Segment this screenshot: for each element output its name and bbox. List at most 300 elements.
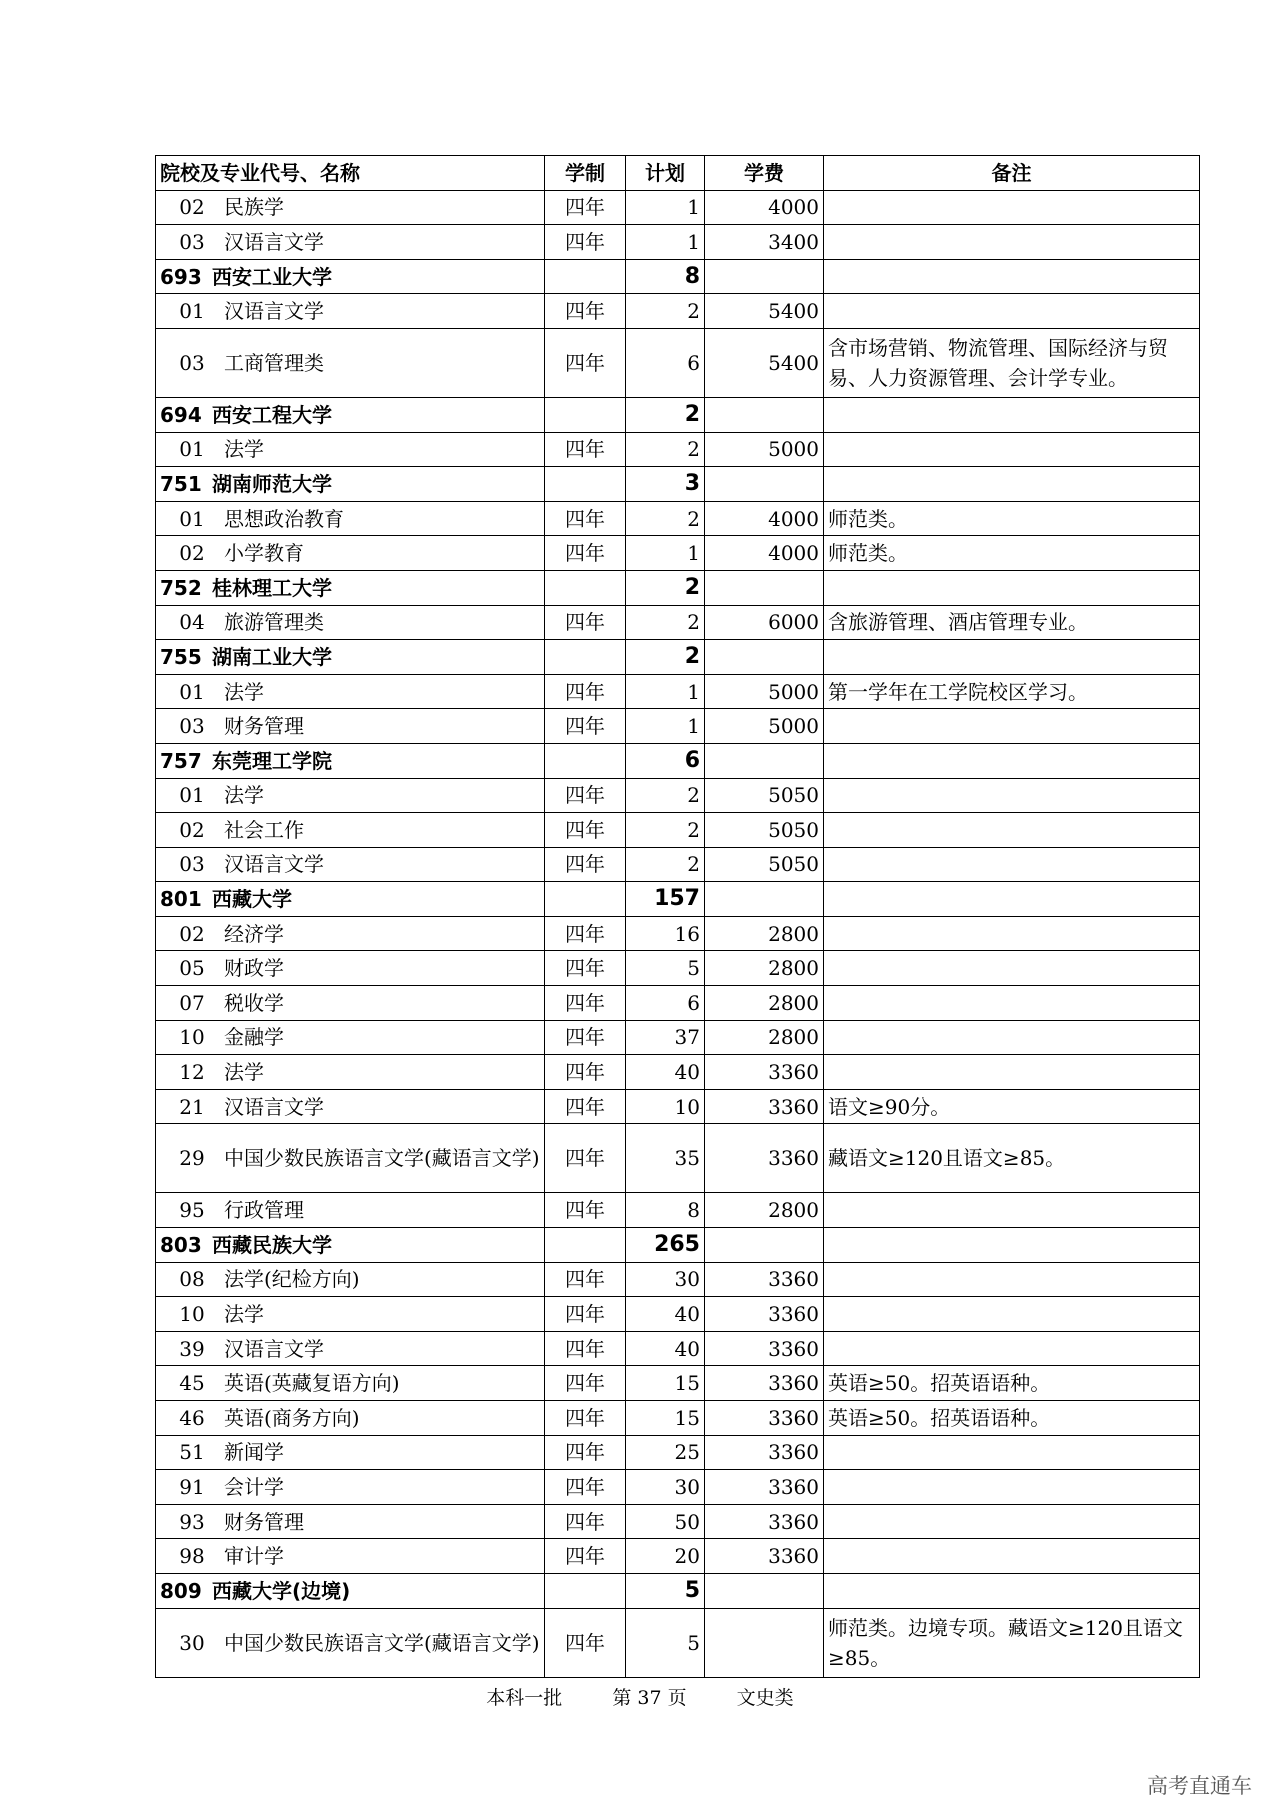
- length-cell: [545, 397, 626, 432]
- note-cell: [824, 916, 1200, 951]
- school-code: 751: [160, 471, 202, 496]
- fee-cell: 3360: [705, 1124, 824, 1193]
- fee-cell: 3360: [705, 1262, 824, 1297]
- major-code: 03: [179, 714, 205, 739]
- major-row: [156, 778, 1200, 813]
- major-row: [156, 1470, 1200, 1505]
- fee-cell: [705, 397, 824, 432]
- length-cell: [545, 259, 626, 294]
- fee-cell: 3360: [705, 1470, 824, 1505]
- fee-cell: 5400: [705, 294, 824, 329]
- major-code: 03: [179, 852, 205, 877]
- name-cell: [156, 397, 545, 432]
- length-cell: [545, 570, 626, 605]
- major-code: 05: [179, 956, 205, 981]
- school-row: [156, 743, 1200, 778]
- note-cell: [824, 1297, 1200, 1332]
- note-cell: [824, 1228, 1200, 1263]
- length-cell: [545, 1228, 626, 1263]
- note-cell: [824, 190, 1200, 225]
- plan-cell: 10: [626, 1089, 705, 1124]
- note-cell: [824, 882, 1200, 917]
- major-name: 经济学: [224, 921, 284, 946]
- major-code: 03: [179, 350, 205, 375]
- major-code: 01: [179, 437, 205, 462]
- length-cell: 四年: [545, 951, 626, 986]
- plan-cell: 3: [626, 467, 705, 502]
- length-cell: 四年: [545, 605, 626, 640]
- fee-cell: 3360: [705, 1055, 824, 1090]
- fee-cell: 3360: [705, 1435, 824, 1470]
- major-row: [156, 225, 1200, 260]
- fee-cell: [705, 1608, 824, 1677]
- plan-cell: 5: [626, 1608, 705, 1677]
- fee-cell: [705, 259, 824, 294]
- note-cell: [824, 259, 1200, 294]
- major-row: [156, 432, 1200, 467]
- major-row: [156, 501, 1200, 536]
- name-cell: [156, 570, 545, 605]
- major-code: 39: [179, 1336, 205, 1361]
- header-name: 院校及专业代号、名称: [156, 156, 545, 191]
- plan-cell: 5: [626, 1573, 705, 1608]
- school-code: 801: [160, 887, 202, 912]
- name-cell: [156, 1089, 545, 1124]
- fee-cell: 5050: [705, 778, 824, 813]
- length-cell: 四年: [545, 778, 626, 813]
- name-cell: [156, 1331, 545, 1366]
- fee-cell: 4000: [705, 190, 824, 225]
- major-row: [156, 986, 1200, 1021]
- length-cell: 四年: [545, 225, 626, 260]
- fee-cell: 3360: [705, 1089, 824, 1124]
- name-cell: [156, 1470, 545, 1505]
- name-cell: [156, 1608, 545, 1677]
- major-code: 01: [179, 783, 205, 808]
- school-row: [156, 467, 1200, 502]
- length-cell: 四年: [545, 190, 626, 225]
- note-cell: [824, 570, 1200, 605]
- major-row: [156, 605, 1200, 640]
- plan-cell: 50: [626, 1504, 705, 1539]
- major-row: [156, 1435, 1200, 1470]
- plan-cell: 30: [626, 1470, 705, 1505]
- note-cell: [824, 1262, 1200, 1297]
- name-cell: [156, 916, 545, 951]
- note-cell: 英语≥50。招英语语种。: [824, 1366, 1200, 1401]
- plan-cell: 40: [626, 1055, 705, 1090]
- name-cell: [156, 1228, 545, 1263]
- fee-cell: 2800: [705, 986, 824, 1021]
- name-cell: [156, 328, 545, 397]
- major-code: 01: [179, 299, 205, 324]
- name-cell: [156, 1262, 545, 1297]
- major-name: 汉语言文学: [224, 1336, 324, 1361]
- school-name: 西藏民族大学: [212, 1232, 332, 1257]
- fee-cell: 3400: [705, 225, 824, 260]
- length-cell: 四年: [545, 709, 626, 744]
- plan-cell: 2: [626, 432, 705, 467]
- major-code: 07: [179, 990, 205, 1015]
- major-name: 英语(英藏复语方向): [224, 1371, 400, 1396]
- fee-cell: 5000: [705, 709, 824, 744]
- length-cell: 四年: [545, 1193, 626, 1228]
- note-cell: 师范类。边境专项。藏语文≥120且语文≥85。: [824, 1608, 1200, 1677]
- note-cell: [824, 1435, 1200, 1470]
- major-row: [156, 1366, 1200, 1401]
- plan-cell: 2: [626, 397, 705, 432]
- length-cell: 四年: [545, 1470, 626, 1505]
- header-fee: 学费: [705, 156, 824, 191]
- plan-cell: 6: [626, 986, 705, 1021]
- major-row: [156, 1020, 1200, 1055]
- name-cell: [156, 1124, 545, 1193]
- note-cell: [824, 432, 1200, 467]
- fee-cell: [705, 882, 824, 917]
- length-cell: 四年: [545, 328, 626, 397]
- plan-cell: 25: [626, 1435, 705, 1470]
- note-cell: [824, 1470, 1200, 1505]
- major-row: [156, 1262, 1200, 1297]
- major-code: 04: [179, 610, 205, 635]
- plan-cell: 40: [626, 1297, 705, 1332]
- plan-cell: 8: [626, 1193, 705, 1228]
- name-cell: [156, 259, 545, 294]
- school-code: 752: [160, 575, 202, 600]
- plan-cell: 15: [626, 1366, 705, 1401]
- major-code: 12: [179, 1060, 205, 1085]
- school-row: [156, 882, 1200, 917]
- fee-cell: [705, 570, 824, 605]
- note-cell: [824, 951, 1200, 986]
- footer-batch: 本科一批: [486, 1687, 563, 1709]
- major-row: [156, 1539, 1200, 1574]
- length-cell: 四年: [545, 1608, 626, 1677]
- plan-cell: 1: [626, 225, 705, 260]
- school-name: 桂林理工大学: [212, 575, 332, 600]
- major-code: 51: [179, 1440, 205, 1465]
- school-name: 西藏大学(边境): [212, 1578, 351, 1603]
- fee-cell: 5050: [705, 847, 824, 882]
- name-cell: [156, 951, 545, 986]
- major-code: 01: [179, 679, 205, 704]
- school-code: 757: [160, 748, 202, 773]
- note-cell: [824, 709, 1200, 744]
- plan-cell: 2: [626, 501, 705, 536]
- fee-cell: 3360: [705, 1539, 824, 1574]
- length-cell: 四年: [545, 536, 626, 571]
- plan-cell: 37: [626, 1020, 705, 1055]
- header-length: 学制: [545, 156, 626, 191]
- length-cell: 四年: [545, 432, 626, 467]
- length-cell: [545, 640, 626, 675]
- fee-cell: [705, 467, 824, 502]
- major-name: 汉语言文学: [224, 229, 324, 254]
- note-cell: [824, 1504, 1200, 1539]
- major-name: 社会工作: [224, 817, 304, 842]
- major-row: [156, 709, 1200, 744]
- fee-cell: 2800: [705, 1020, 824, 1055]
- note-cell: [824, 1539, 1200, 1574]
- major-code: 10: [179, 1025, 205, 1050]
- plan-cell: 35: [626, 1124, 705, 1193]
- note-cell: 师范类。: [824, 501, 1200, 536]
- length-cell: 四年: [545, 1297, 626, 1332]
- school-name: 东莞理工学院: [212, 748, 332, 773]
- length-cell: 四年: [545, 1401, 626, 1436]
- fee-cell: 3360: [705, 1401, 824, 1436]
- note-cell: [824, 813, 1200, 848]
- length-cell: 四年: [545, 986, 626, 1021]
- major-name: 汉语言文学: [224, 299, 324, 324]
- plan-cell: 2: [626, 294, 705, 329]
- fee-cell: [705, 640, 824, 675]
- name-cell: [156, 674, 545, 709]
- major-name: 中国少数民族语言文学(藏语言文学): [224, 1146, 540, 1171]
- table-header-row: [156, 156, 1200, 191]
- name-cell: [156, 1573, 545, 1608]
- plan-cell: 5: [626, 951, 705, 986]
- fee-cell: [705, 743, 824, 778]
- note-cell: 英语≥50。招英语语种。: [824, 1401, 1200, 1436]
- major-name: 法学: [224, 1060, 264, 1085]
- major-name: 民族学: [224, 195, 284, 220]
- length-cell: 四年: [545, 1435, 626, 1470]
- name-cell: [156, 1055, 545, 1090]
- plan-cell: 157: [626, 882, 705, 917]
- plan-cell: 20: [626, 1539, 705, 1574]
- name-cell: [156, 778, 545, 813]
- major-row: [156, 1331, 1200, 1366]
- major-code: 46: [179, 1405, 205, 1430]
- length-cell: 四年: [545, 1262, 626, 1297]
- major-name: 财务管理: [224, 714, 304, 739]
- note-cell: 藏语文≥120且语文≥85。: [824, 1124, 1200, 1193]
- major-name: 新闻学: [224, 1440, 284, 1465]
- major-name: 金融学: [224, 1025, 284, 1050]
- fee-cell: 5400: [705, 328, 824, 397]
- school-code: 803: [160, 1232, 202, 1257]
- fee-cell: 6000: [705, 605, 824, 640]
- plan-cell: 2: [626, 813, 705, 848]
- plan-cell: 40: [626, 1331, 705, 1366]
- note-cell: 语文≥90分。: [824, 1089, 1200, 1124]
- length-cell: [545, 743, 626, 778]
- school-name: 西藏大学: [212, 887, 292, 912]
- plan-cell: 15: [626, 1401, 705, 1436]
- fee-cell: 2800: [705, 916, 824, 951]
- plan-cell: 2: [626, 605, 705, 640]
- school-code: 755: [160, 644, 202, 669]
- major-row: [156, 1297, 1200, 1332]
- plan-cell: 6: [626, 328, 705, 397]
- major-name: 税收学: [224, 990, 284, 1015]
- length-cell: 四年: [545, 1539, 626, 1574]
- length-cell: [545, 467, 626, 502]
- school-name: 西安工程大学: [212, 402, 332, 427]
- plan-cell: 2: [626, 778, 705, 813]
- plan-cell: 8: [626, 259, 705, 294]
- major-name: 法学: [224, 437, 264, 462]
- length-cell: [545, 882, 626, 917]
- major-code: 30: [179, 1630, 205, 1655]
- major-row: [156, 1401, 1200, 1436]
- name-cell: [156, 294, 545, 329]
- school-code: 693: [160, 264, 202, 289]
- plan-cell: 2: [626, 847, 705, 882]
- major-name: 汉语言文学: [224, 1094, 324, 1119]
- fee-cell: [705, 1573, 824, 1608]
- footer-page: 第 37 页: [612, 1687, 687, 1709]
- fee-cell: 5050: [705, 813, 824, 848]
- note-cell: [824, 743, 1200, 778]
- major-row: [156, 1055, 1200, 1090]
- major-code: 10: [179, 1302, 205, 1327]
- major-row: [156, 1504, 1200, 1539]
- major-name: 行政管理: [224, 1198, 304, 1223]
- watermark: 高考直通车: [1147, 1774, 1252, 1798]
- name-cell: [156, 1539, 545, 1574]
- plan-cell: 6: [626, 743, 705, 778]
- plan-cell: 265: [626, 1228, 705, 1263]
- major-name: 旅游管理类: [224, 610, 324, 635]
- note-cell: 师范类。: [824, 536, 1200, 571]
- major-name: 法学: [224, 679, 264, 704]
- major-row: [156, 1124, 1200, 1193]
- major-code: 02: [179, 541, 205, 566]
- length-cell: 四年: [545, 1020, 626, 1055]
- school-row: [156, 1573, 1200, 1608]
- name-cell: [156, 536, 545, 571]
- major-name: 中国少数民族语言文学(藏语言文学): [224, 1630, 540, 1655]
- name-cell: [156, 1435, 545, 1470]
- major-row: [156, 536, 1200, 571]
- plan-cell: 1: [626, 674, 705, 709]
- school-row: [156, 1228, 1200, 1263]
- school-name: 西安工业大学: [212, 264, 332, 289]
- note-cell: [824, 1193, 1200, 1228]
- major-row: [156, 847, 1200, 882]
- fee-cell: 2800: [705, 951, 824, 986]
- length-cell: 四年: [545, 294, 626, 329]
- major-name: 工商管理类: [224, 350, 324, 375]
- major-code: 45: [179, 1371, 205, 1396]
- school-row: [156, 397, 1200, 432]
- plan-cell: 30: [626, 1262, 705, 1297]
- fee-cell: 3360: [705, 1366, 824, 1401]
- school-name: 湖南工业大学: [212, 644, 332, 669]
- note-cell: [824, 467, 1200, 502]
- length-cell: 四年: [545, 1124, 626, 1193]
- major-name: 财政学: [224, 956, 284, 981]
- plan-cell: 1: [626, 536, 705, 571]
- fee-cell: 5000: [705, 674, 824, 709]
- name-cell: [156, 1193, 545, 1228]
- school-code: 809: [160, 1578, 202, 1603]
- major-name: 法学: [224, 1302, 264, 1327]
- table-body: [156, 190, 1200, 1677]
- note-cell: [824, 225, 1200, 260]
- plan-cell: 2: [626, 570, 705, 605]
- major-code: 02: [179, 921, 205, 946]
- name-cell: [156, 432, 545, 467]
- header-note: 备注: [824, 156, 1200, 191]
- major-code: 98: [179, 1544, 205, 1569]
- major-name: 小学教育: [224, 541, 304, 566]
- major-name: 汉语言文学: [224, 852, 324, 877]
- note-cell: [824, 397, 1200, 432]
- length-cell: 四年: [545, 1331, 626, 1366]
- name-cell: [156, 847, 545, 882]
- admission-plan-table: [155, 155, 1200, 1678]
- name-cell: [156, 467, 545, 502]
- name-cell: [156, 709, 545, 744]
- major-code: 03: [179, 229, 205, 254]
- fee-cell: 3360: [705, 1504, 824, 1539]
- name-cell: [156, 501, 545, 536]
- note-cell: [824, 986, 1200, 1021]
- note-cell: 含旅游管理、酒店管理专业。: [824, 605, 1200, 640]
- major-code: 08: [179, 1267, 205, 1292]
- major-code: 93: [179, 1509, 205, 1534]
- major-name: 财务管理: [224, 1509, 304, 1534]
- fee-cell: 3360: [705, 1297, 824, 1332]
- major-code: 91: [179, 1474, 205, 1499]
- fee-cell: 2800: [705, 1193, 824, 1228]
- length-cell: 四年: [545, 1055, 626, 1090]
- note-cell: 含市场营销、物流管理、国际经济与贸易、人力资源管理、会计学专业。: [824, 328, 1200, 397]
- fee-cell: 3360: [705, 1331, 824, 1366]
- major-code: 02: [179, 195, 205, 220]
- name-cell: [156, 882, 545, 917]
- name-cell: [156, 986, 545, 1021]
- note-cell: [824, 1055, 1200, 1090]
- fee-cell: 4000: [705, 536, 824, 571]
- header-plan: 计划: [626, 156, 705, 191]
- page-footer: [0, 1683, 1280, 1710]
- major-row: [156, 916, 1200, 951]
- major-code: 29: [179, 1146, 205, 1171]
- name-cell: [156, 813, 545, 848]
- major-row: [156, 328, 1200, 397]
- major-name: 英语(商务方向): [224, 1405, 360, 1430]
- major-row: [156, 1608, 1200, 1677]
- plan-cell: 1: [626, 709, 705, 744]
- school-name: 湖南师范大学: [212, 471, 332, 496]
- length-cell: 四年: [545, 1089, 626, 1124]
- name-cell: [156, 1504, 545, 1539]
- note-cell: [824, 1331, 1200, 1366]
- name-cell: [156, 1297, 545, 1332]
- major-name: 思想政治教育: [224, 506, 344, 531]
- major-row: [156, 674, 1200, 709]
- plan-cell: 2: [626, 640, 705, 675]
- length-cell: 四年: [545, 847, 626, 882]
- name-cell: [156, 1401, 545, 1436]
- major-row: [156, 190, 1200, 225]
- major-row: [156, 1193, 1200, 1228]
- major-name: 审计学: [224, 1544, 284, 1569]
- fee-cell: [705, 1228, 824, 1263]
- major-row: [156, 813, 1200, 848]
- length-cell: 四年: [545, 813, 626, 848]
- name-cell: [156, 1020, 545, 1055]
- school-row: [156, 259, 1200, 294]
- major-code: 01: [179, 506, 205, 531]
- footer-category: 文史类: [736, 1687, 794, 1709]
- note-cell: [824, 640, 1200, 675]
- length-cell: 四年: [545, 501, 626, 536]
